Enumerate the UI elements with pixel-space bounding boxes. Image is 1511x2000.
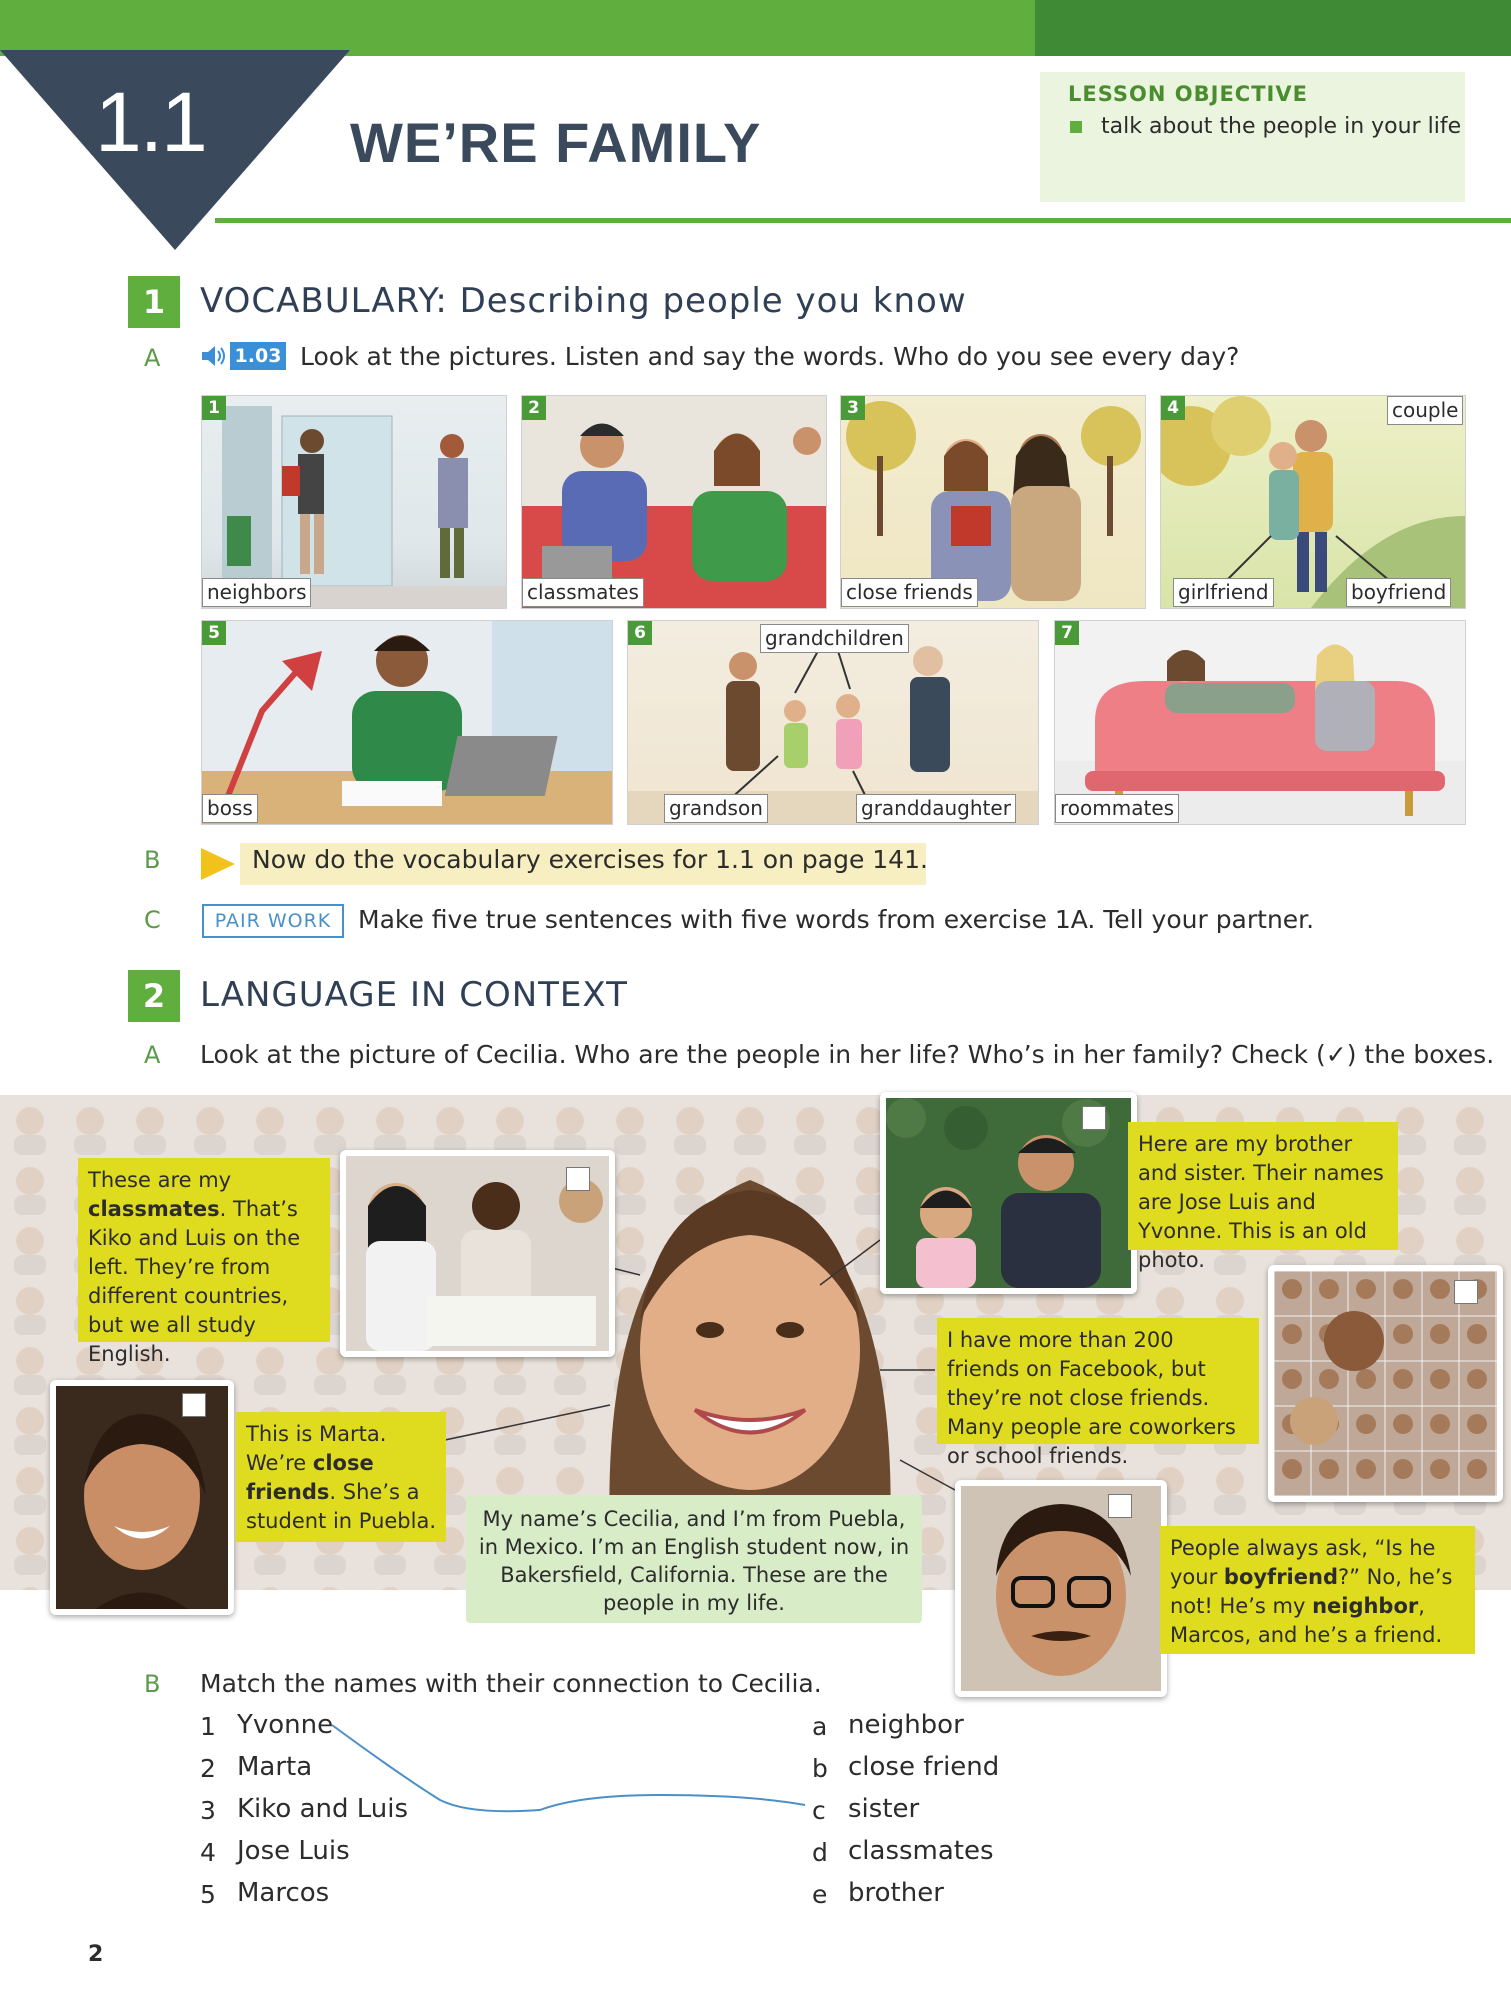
- square-bullet-icon: [1070, 121, 1082, 133]
- picture-number: 1: [202, 396, 226, 420]
- checkbox-siblings[interactable]: [1082, 1106, 1106, 1130]
- header-rule: [215, 218, 1511, 223]
- neighbors-illustration: [202, 396, 506, 608]
- callout-marta: [236, 1412, 446, 1542]
- checkbox-facebook-friends[interactable]: [1454, 1280, 1478, 1304]
- name-number: 2: [200, 1754, 216, 1783]
- name-number: 3: [200, 1796, 216, 1825]
- picture-number: 6: [628, 621, 652, 645]
- picture-number: 5: [202, 621, 226, 645]
- exercise-letter: A: [144, 344, 161, 372]
- callout-siblings: Here are my brother and sister. Their names are Jose Luis and Yvonne. This is an old photo.: [1128, 1122, 1398, 1250]
- lesson-number: 1.1: [95, 75, 206, 169]
- checkbox-marcos[interactable]: [1108, 1494, 1132, 1518]
- exercise-instruction: Make five true sentences with five words from exercise 1A. Tell your partner.: [358, 905, 1315, 934]
- name-number: 4: [200, 1838, 216, 1867]
- picture-label: roommates: [1055, 794, 1179, 823]
- callout-cecilia: My name’s Cecilia, and I’m from Puebla, in Mexico. I’m an English student now, in Bakersfield, California. These are the people in my life.: [466, 1495, 922, 1623]
- vocab-picture-couple: [1160, 395, 1466, 609]
- picture-label-granddaughter: granddaughter: [856, 794, 1016, 823]
- audio-track-badge[interactable]: 1.03: [230, 342, 286, 370]
- speaker-icon[interactable]: [200, 344, 228, 368]
- callout-keyword: close friends: [246, 1451, 374, 1504]
- picture-label: neighbors: [202, 578, 311, 607]
- picture-label: boss: [202, 794, 258, 823]
- picture-label-girlfriend: girlfriend: [1173, 578, 1274, 607]
- checkbox-classmates[interactable]: [566, 1167, 590, 1191]
- exercise-letter: C: [144, 906, 161, 934]
- facebook-friends-photo-image: [1274, 1271, 1497, 1496]
- top-color-band-accent: [1035, 0, 1511, 56]
- marta-photo-image: [56, 1386, 228, 1609]
- picture-label: classmates: [522, 578, 644, 607]
- callout-text: These are my: [88, 1168, 232, 1192]
- vocab-picture-neighbors: [201, 395, 507, 609]
- callout-text: , Marcos, and he’s a friend.: [1170, 1594, 1443, 1647]
- match-connection[interactable]: close friend: [848, 1752, 1000, 1782]
- match-name[interactable]: Marta: [237, 1752, 313, 1782]
- exercise-instruction: Look at the picture of Cecilia. Who are the people in her life? Who’s in her family? Check (✓) the boxes.: [200, 1040, 1495, 1069]
- callout-keyword: neighbor: [1312, 1594, 1419, 1618]
- match-name[interactable]: Jose Luis: [237, 1836, 350, 1866]
- close-friends-illustration: [841, 396, 1145, 608]
- exercise-instruction: Now do the vocabulary exercises for 1.1 on page 141.: [252, 845, 928, 874]
- name-number: 1: [200, 1712, 216, 1741]
- picture-label-couple: couple: [1387, 396, 1463, 425]
- couple-illustration: [1161, 396, 1465, 608]
- connection-letter: a: [812, 1712, 828, 1741]
- picture-label-boyfriend: boyfriend: [1346, 578, 1451, 607]
- callout-facebook: I have more than 200 friends on Facebook, but they’re not close friends. Many people are coworkers or school friends.: [937, 1318, 1259, 1444]
- vocab-picture-classmates: [521, 395, 827, 609]
- vocab-picture-boss: [201, 620, 613, 825]
- example-match-line: [320, 1715, 820, 1825]
- match-connection[interactable]: brother: [848, 1878, 944, 1908]
- callout-keyword: boyfriend: [1223, 1565, 1338, 1589]
- picture-number: 7: [1055, 621, 1079, 645]
- callout-classmates: [78, 1158, 330, 1366]
- exercise-letter: A: [144, 1041, 161, 1069]
- picture-label-grandchildren: grandchildren: [760, 624, 909, 653]
- callout-marcos: [1160, 1526, 1475, 1654]
- picture-number: 3: [841, 396, 865, 420]
- picture-label-grandson: grandson: [664, 794, 768, 823]
- lesson-title: WE’RE FAMILY: [350, 111, 762, 174]
- pair-work-badge: PAIR WORK: [202, 904, 344, 938]
- match-name[interactable]: Yvonne: [237, 1710, 334, 1740]
- match-connection[interactable]: sister: [848, 1794, 920, 1824]
- callout-text: This is Marta. We’re: [246, 1422, 387, 1475]
- section-title: VOCABULARY: Describing people you know: [200, 281, 967, 321]
- connection-letter: e: [812, 1880, 828, 1909]
- match-name[interactable]: Marcos: [237, 1878, 330, 1908]
- page-number: 2: [88, 1942, 104, 1967]
- callout-text: ?” No, he’s not! He’s my: [1170, 1565, 1453, 1618]
- callout-keyword: classmates: [88, 1197, 220, 1221]
- marcos-photo: [955, 1480, 1167, 1697]
- section-number: 1: [128, 276, 180, 328]
- boss-illustration: [202, 621, 612, 824]
- exercise-letter: B: [144, 1670, 161, 1698]
- section-number: 2: [128, 970, 180, 1022]
- exercise-letter: B: [144, 846, 161, 874]
- marta-photo: [50, 1380, 234, 1615]
- picture-number: 4: [1161, 396, 1185, 420]
- exercise-instruction: Look at the pictures. Listen and say the words. Who do you see every day?: [300, 342, 1240, 371]
- exercise-instruction: Match the names with their connection to Cecilia.: [200, 1669, 822, 1698]
- connection-letter: b: [812, 1754, 828, 1783]
- match-connection[interactable]: classmates: [848, 1836, 994, 1866]
- lesson-objective-text: talk about the people in your life: [1101, 114, 1462, 139]
- picture-label: close friends: [841, 578, 978, 607]
- lesson-objective-heading: LESSON OBJECTIVE: [1068, 82, 1308, 106]
- play-arrow-icon: [201, 848, 235, 880]
- callout-text: . She’s a student in Puebla.: [246, 1480, 437, 1533]
- classmates-illustration: [522, 396, 826, 608]
- match-name[interactable]: Kiko and Luis: [237, 1794, 409, 1824]
- vocab-picture-close-friends: [840, 395, 1146, 609]
- vocab-picture-roommates: [1054, 620, 1466, 825]
- name-number: 5: [200, 1880, 216, 1909]
- section-title: LANGUAGE IN CONTEXT: [200, 975, 628, 1015]
- vocab-picture-grandchildren: [627, 620, 1039, 825]
- checkbox-marta[interactable]: [182, 1393, 206, 1417]
- match-connection[interactable]: neighbor: [848, 1710, 964, 1740]
- picture-number: 2: [522, 396, 546, 420]
- callout-text: People always ask, “Is he your: [1170, 1536, 1436, 1589]
- connection-letter: c: [812, 1796, 826, 1825]
- callout-text: . That’s Kiko and Luis on the left. They’re from different countries, but we all study English.: [88, 1197, 301, 1366]
- connection-letter: d: [812, 1838, 828, 1867]
